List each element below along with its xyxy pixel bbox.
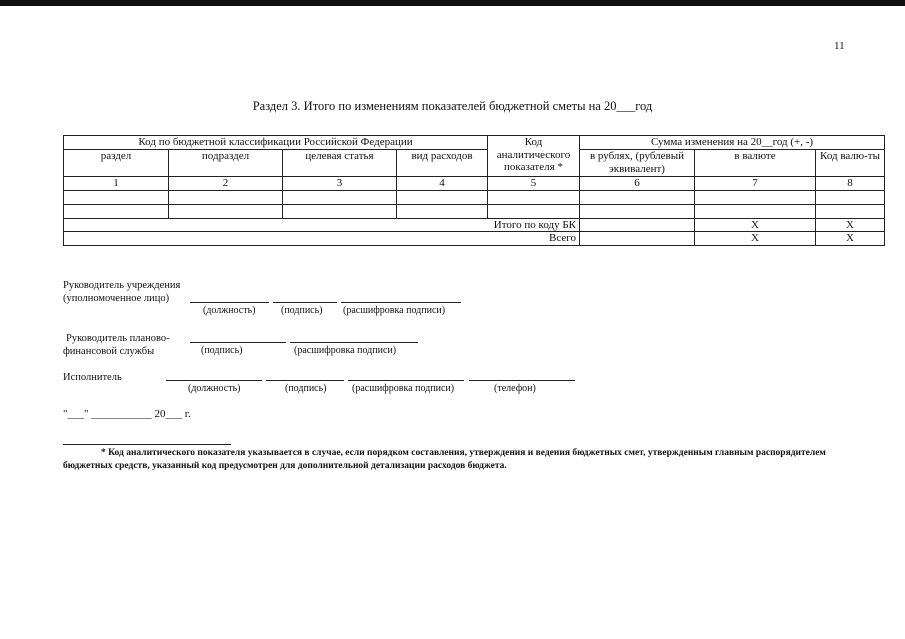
caption-signature-decoding: (расшифровка подписи) bbox=[352, 383, 455, 394]
total-all-row bbox=[64, 232, 885, 246]
signature-line bbox=[348, 380, 464, 381]
signature-line bbox=[190, 302, 269, 303]
page-title: Раздел 3. Итого по изменениям показателей бюджетной сметы на 20___год bbox=[252, 99, 653, 113]
col-number: 3 bbox=[283, 177, 397, 191]
signature-line bbox=[273, 302, 337, 303]
caption-signature: (подпись) bbox=[281, 305, 323, 316]
col-number: 6 bbox=[580, 177, 695, 191]
header-analytic-code: Код аналитического показателя * bbox=[488, 136, 580, 177]
footnote-rule bbox=[63, 444, 231, 445]
signature-line bbox=[166, 380, 262, 381]
header-currency: в валюте bbox=[695, 150, 816, 177]
header-sum-change: Сумма изменения на 20__год (+, -) bbox=[580, 136, 885, 150]
caption-position: (должность) bbox=[203, 305, 256, 316]
head-label: Руководитель учреждения bbox=[63, 280, 181, 291]
footnote: * Код аналитического показателя указывается в случае, если порядком составления, утверждения и ведения бюджетных смет, утвержденным главным распорядителем бюджетных средств, указанный код предусмотрен для дополнительной детализации расходов бюджета. bbox=[63, 448, 826, 471]
caption-signature: (подпись) bbox=[201, 345, 243, 356]
caption-phone: (телефон) bbox=[494, 383, 536, 394]
col-number: 5 bbox=[488, 177, 580, 191]
table-row bbox=[64, 190, 885, 204]
header-code-bk: Код по бюджетной классификации Российской Федерации bbox=[64, 136, 488, 150]
caption-signature-decoding: (расшифровка подписи) bbox=[343, 305, 446, 316]
budget-changes-table bbox=[63, 135, 885, 246]
x-mark: X bbox=[695, 232, 816, 246]
finance-label: Руководитель планово- bbox=[66, 333, 170, 344]
header-currency-code: Код валю-ты bbox=[816, 150, 885, 177]
top-border bbox=[0, 0, 905, 6]
header-subsection: подраздел bbox=[169, 150, 283, 177]
total-bk-row bbox=[64, 218, 885, 232]
caption-signature: (подпись) bbox=[285, 383, 327, 394]
caption-signature-decoding: (расшифровка подписи) bbox=[294, 345, 397, 356]
signature-line bbox=[469, 380, 575, 381]
col-number: 4 bbox=[397, 177, 488, 191]
head-label-sub: (уполномоченное лицо) bbox=[63, 293, 170, 304]
total-all-label: Всего bbox=[64, 232, 580, 246]
col-number: 8 bbox=[816, 177, 885, 191]
x-mark: X bbox=[816, 232, 885, 246]
total-bk-label: Итого по коду БК bbox=[64, 218, 580, 232]
signature-line bbox=[266, 380, 344, 381]
col-number: 1 bbox=[64, 177, 169, 191]
header-target-article: целевая статья bbox=[283, 150, 397, 177]
signature-line bbox=[290, 342, 418, 343]
col-number: 2 bbox=[169, 177, 283, 191]
signature-line bbox=[341, 302, 461, 303]
header-expense-type: вид расходов bbox=[397, 150, 488, 177]
header-rubles: в рублях, (рублевый эквивалент) bbox=[580, 150, 695, 177]
executor-label: Исполнитель bbox=[63, 372, 122, 383]
date-line: "___" ___________ 20___ г. bbox=[63, 408, 191, 420]
x-mark: X bbox=[695, 218, 816, 232]
header-section: раздел bbox=[64, 150, 169, 177]
page-number: 11 bbox=[834, 40, 845, 52]
finance-label-sub: финансовой службы bbox=[63, 346, 155, 357]
x-mark: X bbox=[816, 218, 885, 232]
caption-position: (должность) bbox=[188, 383, 241, 394]
table-row bbox=[64, 204, 885, 218]
col-number: 7 bbox=[695, 177, 816, 191]
signature-line bbox=[190, 342, 286, 343]
